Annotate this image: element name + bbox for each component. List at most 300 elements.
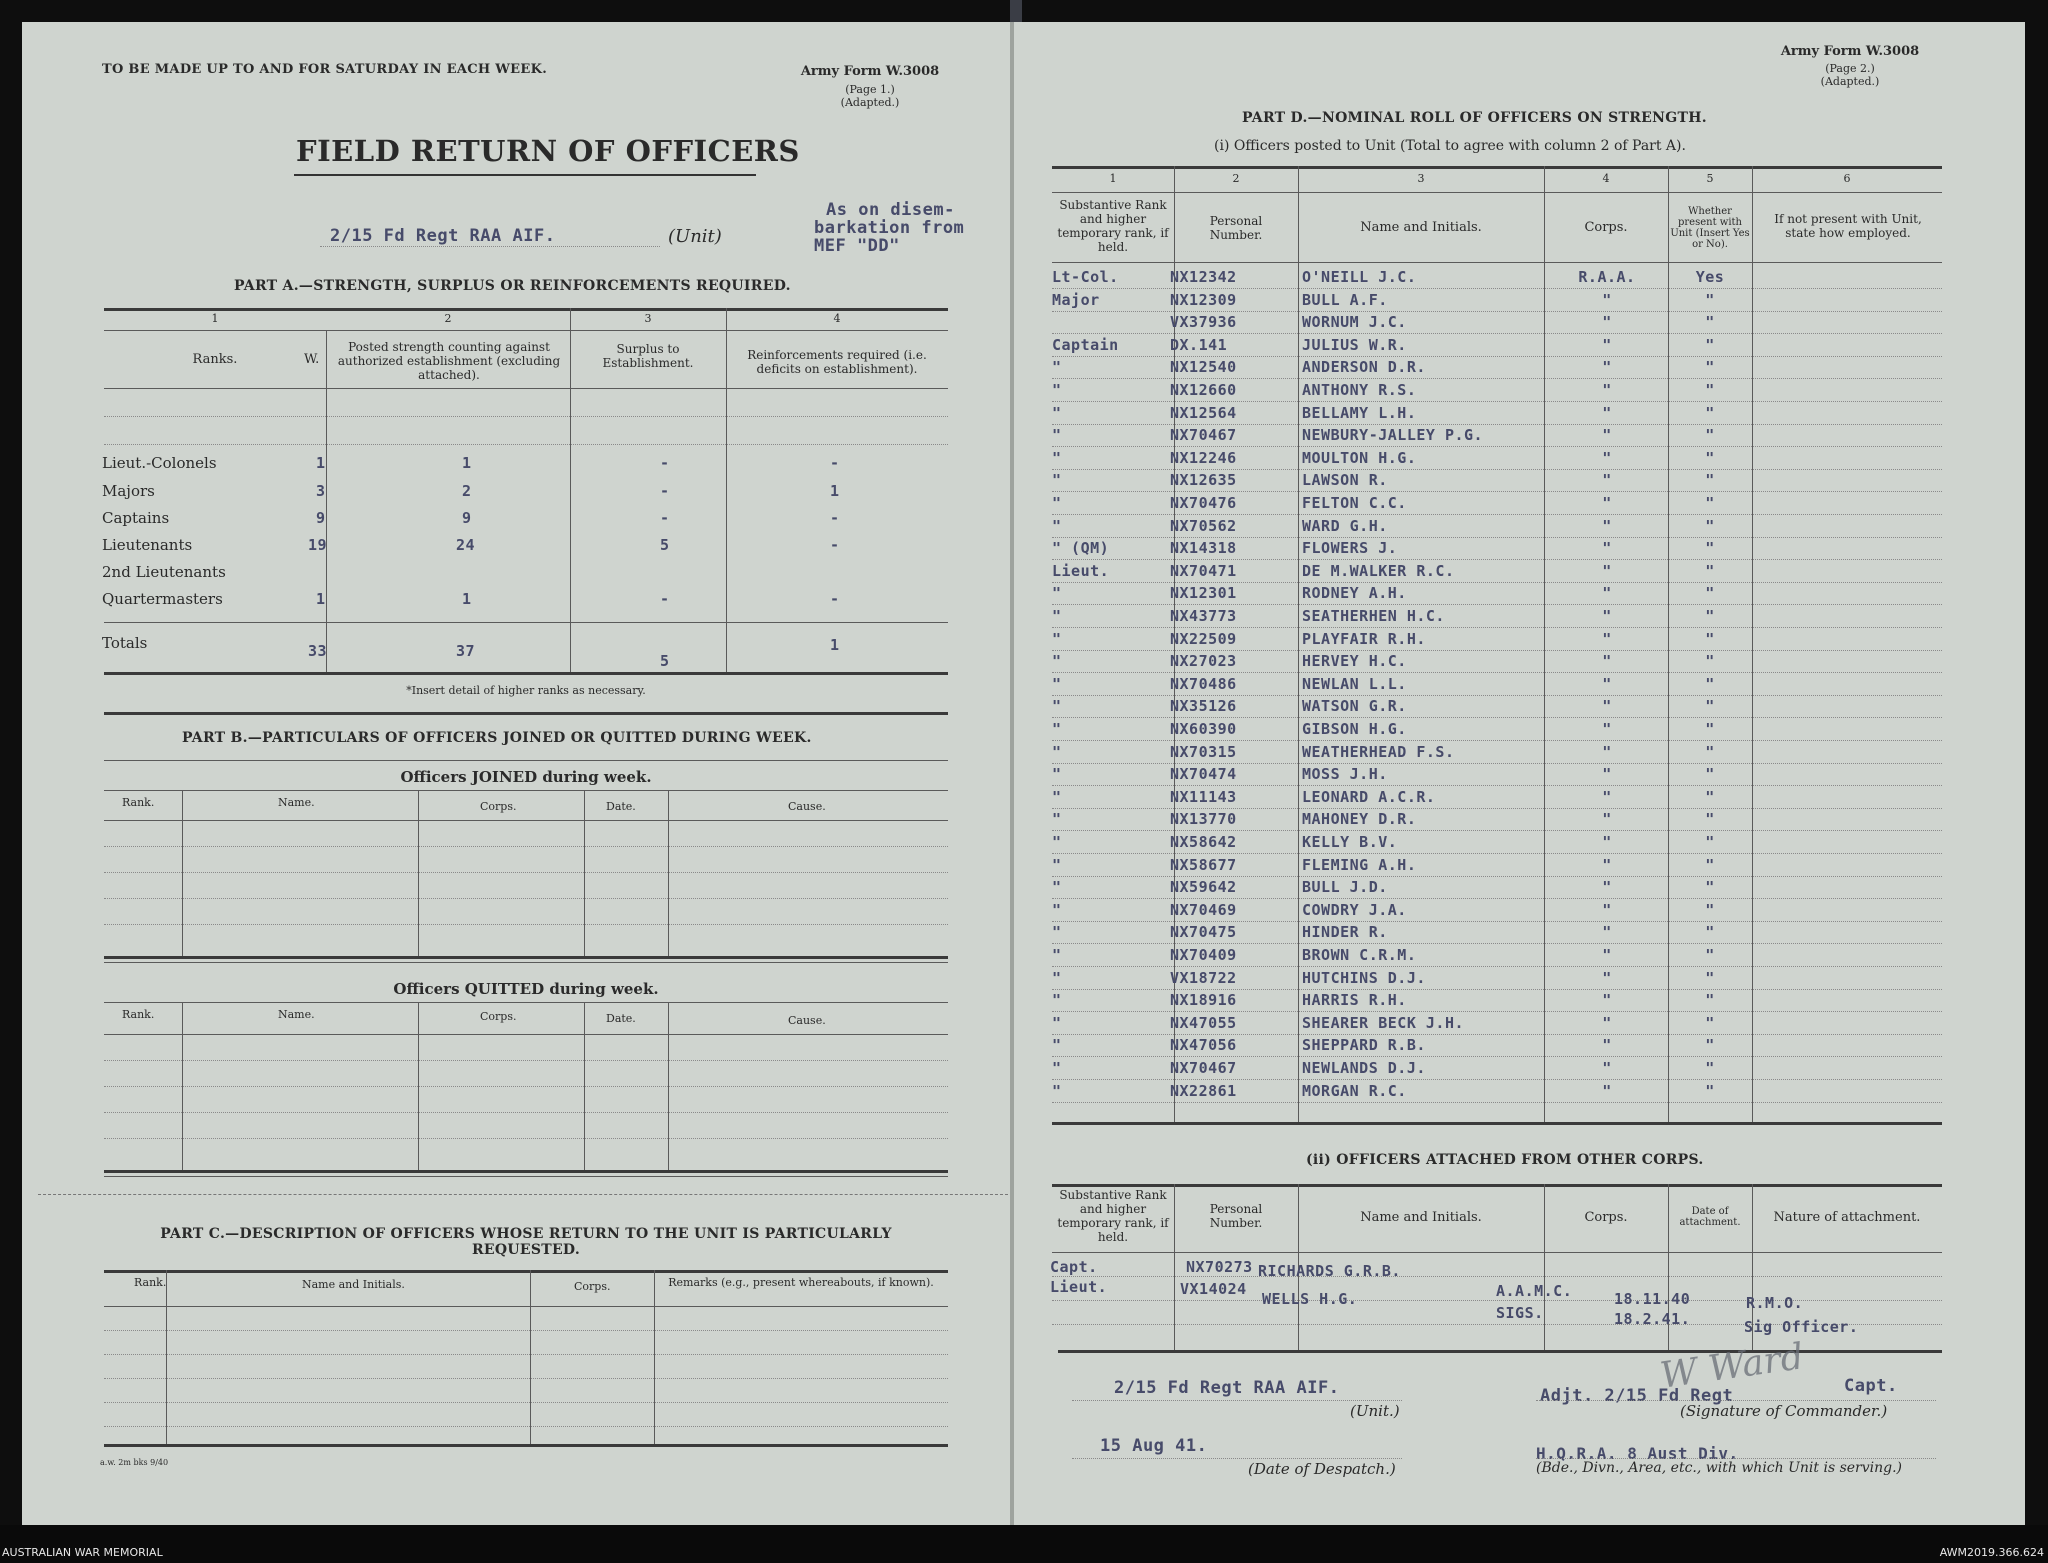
quitted-head-date: Date. — [606, 1012, 636, 1025]
roll-corps: " — [1602, 833, 1612, 851]
as-on-line1: As on disem- — [826, 200, 955, 220]
roll-present: " — [1705, 516, 1715, 535]
partC-head-name: Name and Initials. — [302, 1278, 405, 1291]
roll-rank: " — [1052, 946, 1062, 964]
totals-posted: 37 — [456, 642, 476, 660]
joined-head-rule — [104, 820, 948, 821]
roll-no: NX14318 — [1170, 539, 1237, 558]
roll-name: PLAYFAIR R.H. — [1302, 629, 1426, 648]
roll-no: NX70467 — [1170, 426, 1237, 445]
totals-surplus: 5 — [660, 652, 670, 670]
roll-rank: " — [1052, 833, 1062, 851]
roll-present: " — [1705, 313, 1715, 332]
roll-name: MORGAN R.C. — [1302, 1081, 1407, 1100]
quitted-title: Officers QUITTED during week. — [393, 980, 659, 998]
roll-no: NX60390 — [1170, 720, 1237, 738]
roll-rank: " — [1052, 900, 1062, 919]
joined-vline-4 — [668, 790, 669, 956]
roll-no: NX12301 — [1170, 584, 1237, 603]
quitted-row-1 — [104, 1060, 948, 1061]
roll-name: MOSS J.H. — [1302, 765, 1388, 784]
attached-no-2: VX14024 — [1180, 1280, 1247, 1298]
roll-corps: " — [1602, 1081, 1612, 1100]
roll-present: " — [1705, 426, 1715, 445]
roll-name: WEATHERHEAD F.S. — [1302, 742, 1455, 761]
attached-corps-2: SIGS. — [1496, 1304, 1544, 1322]
roll-present: " — [1705, 900, 1715, 919]
roll-no: VX37936 — [1170, 313, 1237, 332]
partC-row-3 — [104, 1378, 948, 1379]
quitted-head-rank: Rank. — [122, 1008, 155, 1021]
footer-bde-line — [1536, 1458, 1936, 1459]
as-on-line2: barkation from — [814, 218, 965, 238]
roll-no: VX18722 — [1170, 968, 1237, 987]
roll-corps: " — [1602, 471, 1612, 490]
roll-no: NX22509 — [1170, 629, 1237, 648]
roll-rank: " — [1052, 607, 1062, 625]
partA-col1: 1 — [211, 312, 219, 325]
partD-ii-title: (ii) OFFICERS ATTACHED FROM OTHER CORPS. — [1306, 1152, 1704, 1168]
joined-head-name: Name. — [278, 796, 315, 809]
roll-row-line — [1052, 808, 1942, 809]
joined-bottom-rule-2 — [104, 962, 948, 963]
partA-col2: 2 — [444, 312, 452, 325]
roll-corps: " — [1602, 561, 1612, 580]
surplus-captains: - — [660, 509, 670, 527]
roll-no: NX12635 — [1170, 471, 1237, 490]
roll-row-line — [1052, 356, 1942, 357]
roll-corps: " — [1602, 629, 1612, 648]
roll-rank: " — [1052, 358, 1062, 377]
roll-rank: Major — [1052, 290, 1100, 309]
roll-rank: " — [1052, 584, 1062, 603]
roll-name: HINDER R. — [1302, 923, 1388, 942]
roll-name: SHEPPARD R.B. — [1302, 1036, 1426, 1055]
adapted-note: (Adapted.) — [840, 96, 900, 109]
roll-no: NX11143 — [1170, 787, 1237, 806]
roll-name: ANDERSON D.R. — [1302, 358, 1426, 377]
roll-present: " — [1705, 403, 1715, 422]
partC-head-remarks: Remarks (e.g., present whereabouts, if known). — [668, 1276, 934, 1289]
roll-row-line — [1052, 763, 1942, 764]
reinf-majors: 1 — [830, 482, 840, 500]
attached-row-line-2 — [1052, 1300, 1942, 1301]
roll-present: " — [1705, 539, 1715, 558]
joined-head-corps: Corps. — [480, 800, 517, 813]
joined-vline-3 — [584, 790, 585, 956]
roll-no: NX70486 — [1170, 674, 1237, 693]
partA-title: PART A.—STRENGTH, SURPLUS OR REINFORCEMENTS REQUIRED. — [234, 278, 791, 294]
roll-name: ANTHONY R.S. — [1302, 381, 1417, 399]
roll-corps: " — [1602, 539, 1612, 558]
roll-name: LEONARD A.C.R. — [1302, 787, 1436, 806]
partA-blank-row-1 — [104, 416, 948, 417]
roll-rank: " — [1052, 403, 1062, 422]
totals-label: Totals — [102, 634, 148, 652]
posted-lieut-colonels: 1 — [462, 454, 472, 472]
page-fold — [1010, 22, 1014, 1525]
roll-name: HUTCHINS D.J. — [1302, 968, 1426, 987]
partD-num-rule — [1052, 192, 1942, 193]
roll-corps: " — [1602, 991, 1612, 1010]
partC-head-rank: Rank. — [134, 1276, 167, 1289]
quitted-vline-2 — [418, 1002, 419, 1170]
roll-corps: " — [1602, 674, 1612, 693]
roll-corps: " — [1602, 516, 1612, 535]
attached-nature-1: R.M.O. — [1746, 1294, 1804, 1312]
roll-rank: " — [1052, 991, 1062, 1010]
partD-ii-head-nature: Nature of attachment. — [1773, 1210, 1921, 1225]
partD-col6: 6 — [1843, 172, 1851, 185]
partD-ii-head-rule — [1052, 1252, 1942, 1253]
partD-bottom-rule — [1052, 1122, 1942, 1125]
partA-num-rule — [104, 330, 948, 331]
roll-corps: " — [1602, 720, 1612, 738]
roll-no: NX70475 — [1170, 923, 1237, 942]
roll-rank: " — [1052, 652, 1062, 671]
roll-present: " — [1705, 335, 1715, 354]
attached-row-line-1 — [1052, 1276, 1942, 1277]
roll-no: NX58642 — [1170, 833, 1237, 851]
surplus-majors: - — [660, 482, 670, 500]
footer-date-typed: 15 Aug 41. — [1100, 1436, 1208, 1456]
partD-col5: 5 — [1706, 172, 1714, 185]
roll-no: NX18916 — [1170, 991, 1237, 1010]
joined-head-cause: Cause. — [788, 800, 826, 813]
partC-row-2 — [104, 1354, 948, 1355]
attached-rank-1: Capt. — [1050, 1258, 1098, 1276]
rank-quartermasters: Quartermasters — [102, 590, 223, 608]
roll-corps: " — [1602, 968, 1612, 987]
roll-corps: " — [1602, 787, 1612, 806]
joined-row-2 — [104, 872, 948, 873]
form-number-p2: Army Form W.3008 — [1780, 44, 1920, 59]
posted-captains: 9 — [462, 509, 472, 527]
roll-row-line — [1052, 627, 1942, 628]
partD-ii-head-date: Date of attachment. — [1679, 1206, 1741, 1228]
roll-rank: " — [1052, 878, 1062, 897]
roll-row-line — [1052, 898, 1942, 899]
roll-row-line — [1052, 1034, 1942, 1035]
roll-name: LAWSON R. — [1302, 471, 1388, 490]
roll-row-line — [1052, 830, 1942, 831]
roll-name: NEWBURY-JALLEY P.G. — [1302, 426, 1484, 445]
roll-row-line — [1052, 853, 1942, 854]
partB-top-rule — [104, 760, 948, 761]
roll-rank: " — [1052, 448, 1062, 467]
roll-present: " — [1705, 1081, 1715, 1100]
roll-no: NX22861 — [1170, 1081, 1237, 1100]
roll-rank: " — [1052, 765, 1062, 784]
footer-date-line — [1072, 1458, 1402, 1459]
footer-unit-typed: 2/15 Fd Regt RAA AIF. — [1114, 1378, 1340, 1398]
roll-name: DE M.WALKER R.C. — [1302, 561, 1455, 580]
attached-name-2: WELLS H.G. — [1262, 1290, 1358, 1308]
partA-head-rule — [104, 388, 948, 389]
partC-bottom-rule — [104, 1444, 948, 1447]
totals-w: 33 — [308, 642, 328, 660]
roll-no: NX12660 — [1170, 381, 1237, 399]
roll-row-line — [1052, 943, 1942, 944]
partA-col3: 3 — [644, 312, 652, 325]
partD-ii-head-corps: Corps. — [1584, 1210, 1628, 1225]
form-number: Army Form W.3008 — [800, 64, 940, 79]
adapted-note-p2: (Adapted.) — [1820, 75, 1880, 88]
rank-lieut-colonels: Lieut.-Colonels — [102, 454, 217, 472]
partA-head-w: W. — [304, 352, 320, 367]
roll-row-line — [1052, 672, 1942, 673]
attached-date-1: 18.11.40 — [1614, 1290, 1691, 1308]
partC-row-4 — [104, 1402, 948, 1403]
partD-head-rule — [1052, 262, 1942, 263]
roll-no: NX35126 — [1170, 697, 1237, 716]
roll-row-line — [1052, 1102, 1942, 1103]
surplus-lieutenants: 5 — [660, 536, 670, 554]
roll-name: FLEMING A.H. — [1302, 855, 1417, 874]
roll-corps: " — [1602, 900, 1612, 919]
roll-no: NX70467 — [1170, 1059, 1237, 1077]
roll-present: " — [1705, 358, 1715, 377]
roll-present: " — [1705, 787, 1715, 806]
partD-vline-4 — [1668, 166, 1669, 1122]
roll-no: NX43773 — [1170, 607, 1237, 625]
roll-corps: " — [1602, 584, 1612, 603]
partA-blank-row-2 — [104, 444, 948, 445]
roll-present: " — [1705, 561, 1715, 580]
roll-row-line — [1052, 311, 1942, 312]
roll-row-line — [1052, 1011, 1942, 1012]
reinf-captains: - — [830, 509, 840, 527]
roll-no: NX70562 — [1170, 516, 1237, 535]
quitted-vline-1 — [182, 1002, 183, 1170]
partD-vline-2 — [1298, 166, 1299, 1122]
roll-name: GIBSON H.G. — [1302, 720, 1407, 738]
roll-corps: " — [1602, 946, 1612, 964]
partC-title-1: PART C.—DESCRIPTION OF OFFICERS WHOSE RETURN TO THE UNIT IS PARTICULARLY — [160, 1226, 892, 1242]
partD-head-number: Personal Number. — [1209, 214, 1263, 242]
roll-present: " — [1705, 629, 1715, 648]
roll-name: COWDRY J.A. — [1302, 900, 1407, 919]
roll-row-line — [1052, 514, 1942, 515]
quitted-row-3 — [104, 1112, 948, 1113]
roll-name: NEWLAN L.L. — [1302, 674, 1407, 693]
roll-name: MAHONEY D.R. — [1302, 810, 1417, 829]
joined-bottom-rule — [104, 956, 948, 959]
roll-row-line — [1052, 966, 1942, 967]
roll-no: NX12342 — [1170, 268, 1237, 286]
roll-corps: " — [1602, 448, 1612, 467]
roll-no: NX12246 — [1170, 448, 1237, 467]
roll-row-line — [1052, 469, 1942, 470]
roll-name: BULL J.D. — [1302, 878, 1388, 897]
roll-present: " — [1705, 810, 1715, 829]
partC-row-5 — [104, 1426, 948, 1427]
posted-majors: 2 — [462, 482, 472, 500]
attached-no-1: NX70273 — [1186, 1258, 1253, 1276]
totals-reinf: 1 — [830, 636, 840, 654]
w-quartermasters: 1 — [316, 590, 326, 608]
partD-ii-vline-3 — [1544, 1184, 1545, 1350]
roll-corps: " — [1602, 855, 1612, 874]
roll-row-line — [1052, 559, 1942, 560]
partD-ii-top-rule — [1052, 1184, 1942, 1187]
roll-name: BULL A.F. — [1302, 290, 1388, 309]
page-number-p2: (Page 2.) — [1825, 62, 1875, 75]
roll-name: O'NEILL J.C. — [1302, 268, 1417, 286]
roll-no: NX27023 — [1170, 652, 1237, 671]
roll-row-line — [1052, 921, 1942, 922]
commander-signature: W Ward — [1657, 1336, 1807, 1397]
roll-corps: " — [1602, 607, 1612, 625]
roll-name: FLOWERS J. — [1302, 539, 1398, 558]
attached-date-2: 18.2.41. — [1614, 1310, 1691, 1328]
roll-corps: " — [1602, 652, 1612, 671]
roll-present: " — [1705, 855, 1715, 874]
roll-rank: " — [1052, 742, 1062, 761]
roll-row-line — [1052, 491, 1942, 492]
roll-name: RODNEY A.H. — [1302, 584, 1407, 603]
partA-vline-1 — [326, 330, 327, 672]
roll-row-line — [1052, 378, 1942, 379]
roll-no: NX12564 — [1170, 403, 1237, 422]
roll-name: KELLY B.V. — [1302, 833, 1398, 851]
roll-no: NX59642 — [1170, 878, 1237, 897]
print-code: a.w. 2m bks 9/40 — [100, 1458, 169, 1467]
tear-line — [38, 1194, 1008, 1195]
partD-col3: 3 — [1417, 172, 1425, 185]
joined-head-rank: Rank. — [122, 796, 155, 809]
partC-vline-3 — [654, 1270, 655, 1444]
partD-head-present: Whether present with Unit (Insert Yes or No). — [1670, 206, 1750, 250]
attached-rank-2: Lieut. — [1050, 1278, 1108, 1296]
roll-row-line — [1052, 333, 1942, 334]
binding-strap-top — [1010, 0, 1022, 22]
partA-vline-3 — [726, 308, 727, 672]
roll-name: JULIUS W.R. — [1302, 335, 1407, 354]
roll-corps: " — [1602, 381, 1612, 399]
roll-corps: " — [1602, 878, 1612, 897]
rank-2nd-lieutenants: 2nd Lieutenants — [102, 563, 226, 581]
posted-lieutenants: 24 — [456, 536, 476, 554]
roll-no: NX70315 — [1170, 742, 1237, 761]
roll-present: " — [1705, 765, 1715, 784]
quitted-bottom-rule-2 — [104, 1176, 948, 1177]
partD-vline-5 — [1752, 166, 1753, 1122]
weekly-note: TO BE MADE UP TO AND FOR SATURDAY IN EACH WEEK. — [102, 62, 548, 77]
archive-footer — [0, 1525, 2048, 1563]
roll-name: HERVEY H.C. — [1302, 652, 1407, 671]
roll-present: " — [1705, 923, 1715, 942]
roll-row-line — [1052, 717, 1942, 718]
quitted-bottom-rule — [104, 1170, 948, 1173]
roll-present: " — [1705, 742, 1715, 761]
roll-corps: " — [1602, 494, 1612, 512]
roll-row-line — [1052, 424, 1942, 425]
roll-name: FELTON C.C. — [1302, 494, 1407, 512]
attached-bottom-rule — [1058, 1350, 1942, 1353]
partD-ii-head-name: Name and Initials. — [1360, 1210, 1482, 1225]
roll-present: " — [1705, 968, 1715, 987]
roll-corps: " — [1602, 1036, 1612, 1055]
roll-row-line — [1052, 604, 1942, 605]
joined-vline-1 — [182, 790, 183, 956]
roll-row-line — [1052, 785, 1942, 786]
partD-top-rule — [1052, 166, 1942, 169]
insert-note: *Insert detail of higher ranks as necessary. — [406, 684, 646, 697]
joined-head-date: Date. — [606, 800, 636, 813]
footer-sig-typed: Adjt. 2/15 Fd Regt — [1540, 1386, 1734, 1406]
partC-vline-1 — [166, 1270, 167, 1444]
roll-corps: " — [1602, 1059, 1612, 1077]
partA-head-surplus: Surplus to Establishment. — [602, 342, 694, 370]
roll-corps: " — [1602, 358, 1612, 377]
quitted-head-cause: Cause. — [788, 1014, 826, 1027]
partC-head-corps: Corps. — [574, 1280, 611, 1293]
page-number: (Page 1.) — [845, 83, 895, 96]
roll-rank: " — [1052, 516, 1062, 535]
joined-vline-2 — [418, 790, 419, 956]
roll-present: " — [1705, 833, 1715, 851]
partA-head-reinf: Reinforcements required (i.e. deficits on establishment). — [747, 348, 927, 376]
roll-no: NX70469 — [1170, 900, 1237, 919]
archive-ref: AWM2019.366.624 — [1939, 1546, 2044, 1559]
w-lieut-colonels: 1 — [316, 454, 326, 472]
rank-lieutenants: Lieutenants — [102, 536, 193, 554]
roll-rank: " — [1052, 787, 1062, 806]
roll-rank: " — [1052, 1013, 1062, 1032]
roll-present: " — [1705, 1059, 1715, 1077]
roll-row-line — [1052, 1079, 1942, 1080]
partA-end-rule — [104, 712, 948, 715]
roll-row-line — [1052, 695, 1942, 696]
quitted-head-corps: Corps. — [480, 1010, 517, 1023]
partD-col4: 4 — [1602, 172, 1610, 185]
roll-present: " — [1705, 674, 1715, 693]
roll-name: SHEARER BECK J.H. — [1302, 1013, 1465, 1032]
partC-top-rule — [104, 1270, 948, 1273]
roll-row-line — [1052, 650, 1942, 651]
roll-rank: " — [1052, 810, 1062, 829]
roll-present: " — [1705, 720, 1715, 738]
partD-ii-head-number: Personal Number. — [1209, 1202, 1263, 1230]
footer-unit-line — [1072, 1400, 1402, 1401]
partA-head-ranks: Ranks. — [192, 352, 238, 367]
roll-no: NX70471 — [1170, 561, 1237, 580]
joined-row-4 — [104, 924, 948, 925]
partD-col2: 2 — [1232, 172, 1240, 185]
roll-no: NX70409 — [1170, 946, 1237, 964]
roll-corps: " — [1602, 742, 1612, 761]
roll-corps: " — [1602, 923, 1612, 942]
roll-name: WATSON G.R. — [1302, 697, 1407, 716]
quitted-vline-3 — [584, 1002, 585, 1170]
roll-rank: " — [1052, 697, 1062, 716]
roll-present: Yes — [1695, 268, 1725, 286]
unit-label: (Unit) — [668, 226, 722, 247]
joined-head-top-rule — [104, 790, 948, 791]
roll-no: NX47055 — [1170, 1013, 1237, 1032]
roll-corps: " — [1602, 765, 1612, 784]
quitted-row-2 — [104, 1086, 948, 1087]
partC-vline-2 — [530, 1270, 531, 1444]
roll-corps: " — [1602, 1013, 1612, 1032]
partD-head-rank: Substantive Rank and higher temporary rank, if held. — [1057, 198, 1169, 254]
roll-row-line — [1052, 537, 1942, 538]
partD-ii-vline-1 — [1174, 1184, 1175, 1350]
partA-top-rule — [104, 308, 948, 311]
roll-no: NX13770 — [1170, 810, 1237, 829]
quitted-head-top-rule — [104, 1002, 948, 1003]
